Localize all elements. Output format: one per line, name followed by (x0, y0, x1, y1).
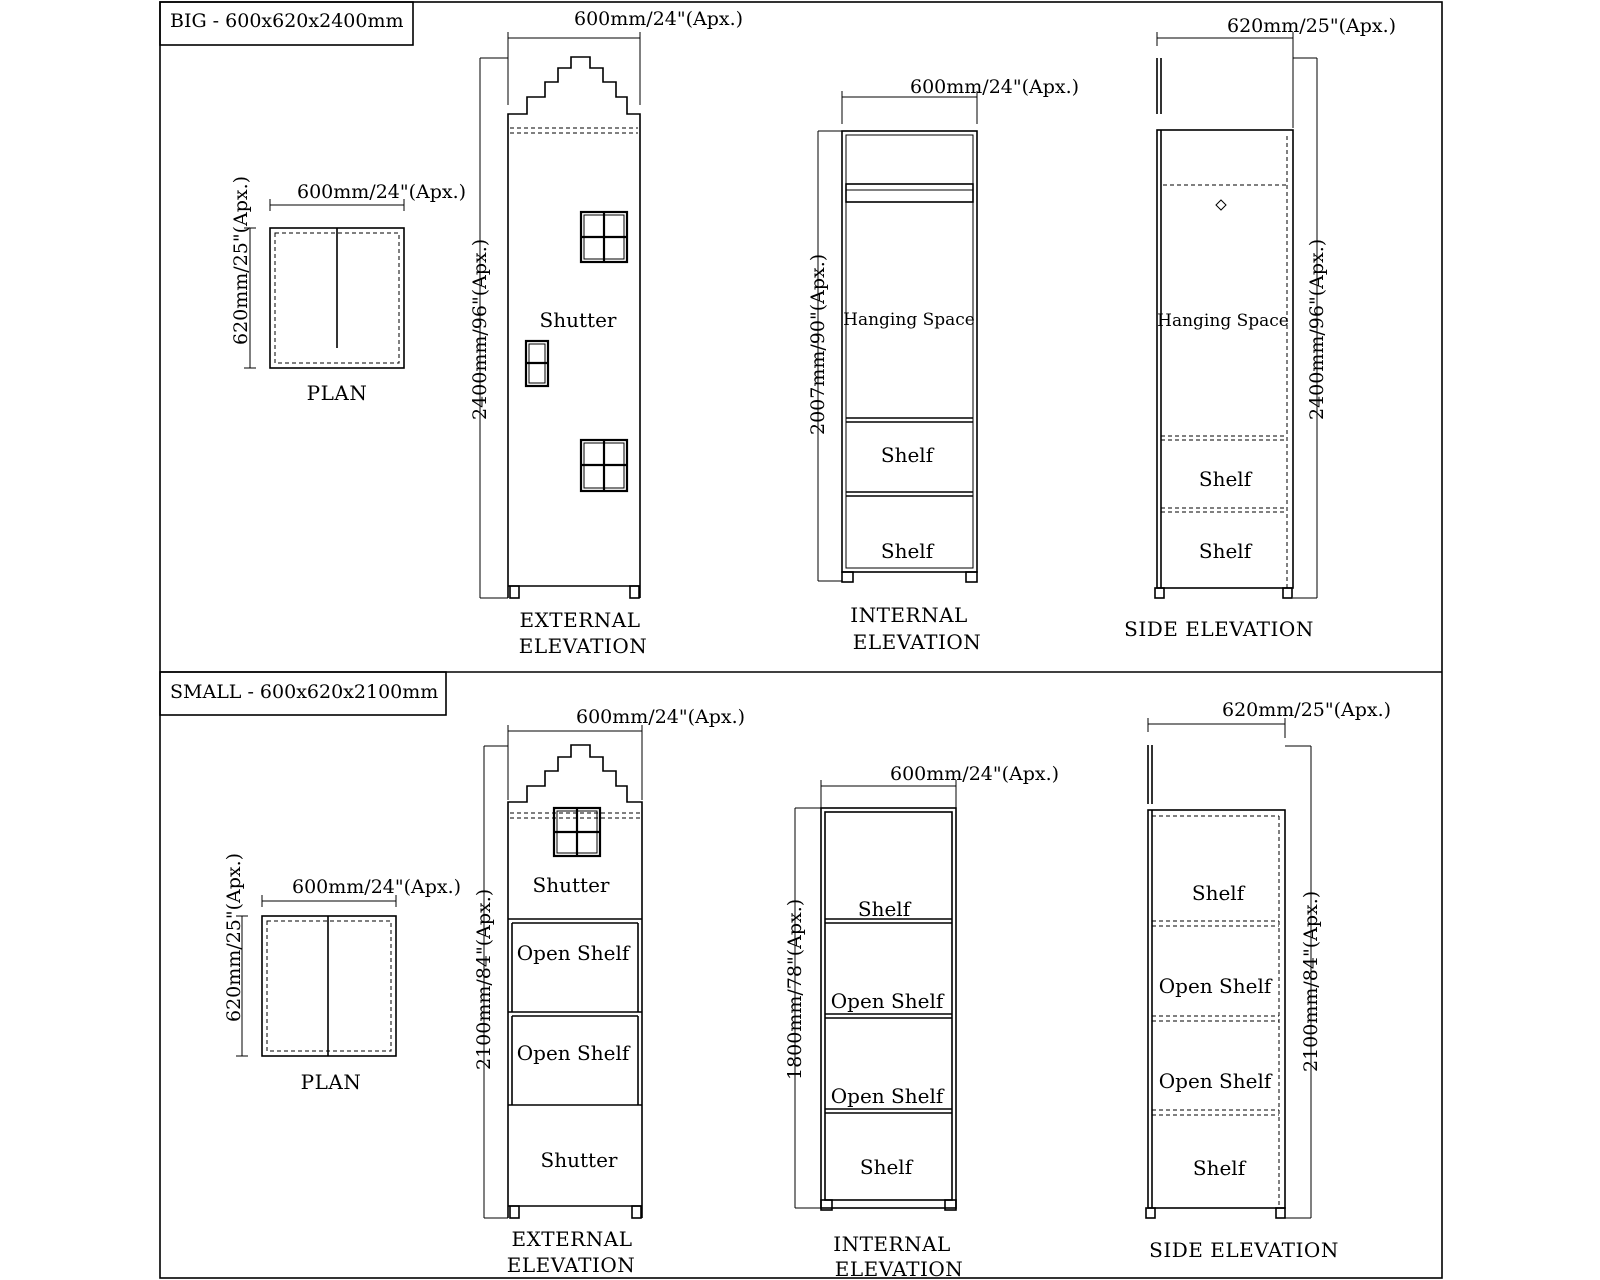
small-internal-label-2: Open Shelf (830, 989, 944, 1013)
small-external-label-4: Shutter (540, 1148, 618, 1172)
big-side-elevation (1124, 15, 1396, 641)
small-plan (223, 853, 461, 1094)
small-external-width-dim: 600mm/24"(Apx.) (576, 706, 746, 728)
big-title: BIG - 600x620x2400mm (170, 10, 404, 32)
small-external-elevation (473, 706, 745, 1277)
small-side-label-2: Open Shelf (1158, 974, 1272, 998)
big-external-caption-1: EXTERNAL (519, 608, 641, 632)
big-external-caption-2: ELEVATION (518, 634, 648, 658)
small-plan-width-dim: 600mm/24"(Apx.) (292, 876, 462, 898)
small-side-label-1: Shelf (1191, 881, 1245, 905)
small-internal-label-3: Open Shelf (830, 1084, 944, 1108)
big-window-top-icon (581, 212, 627, 262)
big-plan-caption: PLAN (306, 381, 368, 405)
small-external-caption-2: ELEVATION (506, 1253, 636, 1277)
big-external-height-dim: 2400mm/96"(Apx.) (469, 238, 491, 420)
big-internal-width-dim: 600mm/24"(Apx.) (910, 76, 1080, 98)
small-internal-elevation (784, 763, 1059, 1280)
small-internal-label-4: Shelf (859, 1155, 913, 1179)
big-external-width-dim: 600mm/24"(Apx.) (574, 8, 744, 30)
big-window-small-icon (526, 341, 548, 386)
small-title: SMALL - 600x620x2100mm (170, 681, 439, 703)
small-external-label-1: Shutter (532, 873, 610, 897)
small-plan-depth-dim: 620mm/25"(Apx.) (223, 852, 245, 1022)
small-internal-caption-1: INTERNAL (833, 1232, 951, 1256)
small-internal-height-dim: 1800mm/78"(Apx.) (784, 898, 806, 1080)
big-side-shelf2-label: Shelf (1198, 539, 1252, 563)
small-side-width-dim: 620mm/25"(Apx.) (1222, 699, 1392, 721)
big-side-height-dim: 2400mm/96"(Apx.) (1306, 238, 1328, 420)
big-plan-width-dim: 600mm/24"(Apx.) (297, 181, 467, 203)
big-plan-depth-dim: 620mm/25"(Apx.) (230, 175, 252, 345)
small-external-label-2: Open Shelf (516, 941, 630, 965)
small-internal-label-1: Shelf (857, 897, 911, 921)
big-external-elevation (469, 8, 743, 658)
big-internal-shelf2-label: Shelf (880, 539, 934, 563)
big-internal-elevation (807, 76, 1079, 654)
big-window-bottom-icon (581, 440, 627, 491)
small-section (160, 672, 1391, 1280)
small-internal-caption-2: ELEVATION (834, 1257, 964, 1280)
big-internal-hanging-label: Hanging Space (843, 310, 975, 330)
big-side-shelf1-label: Shelf (1198, 467, 1252, 491)
big-external-shutter-label: Shutter (539, 308, 617, 332)
big-internal-height-dim: 2007mm/90"(Apx.) (807, 253, 829, 435)
big-section (160, 2, 1396, 658)
big-side-caption: SIDE ELEVATION (1124, 617, 1314, 641)
big-internal-shelf1-label: Shelf (880, 443, 934, 467)
big-side-hanging-label: Hanging Space (1157, 311, 1289, 331)
small-external-label-3: Open Shelf (516, 1041, 630, 1065)
big-internal-caption-2: ELEVATION (852, 630, 982, 654)
small-external-height-dim: 2100mm/84"(Apx.) (473, 888, 495, 1070)
small-side-caption: SIDE ELEVATION (1149, 1238, 1339, 1262)
small-external-caption-1: EXTERNAL (511, 1227, 633, 1251)
big-side-width-dim: 620mm/25"(Apx.) (1227, 15, 1397, 37)
big-plan (230, 176, 466, 405)
big-internal-caption-1: INTERNAL (850, 603, 968, 627)
small-side-height-dim: 2100mm/84"(Apx.) (1300, 890, 1322, 1072)
big-side-rod-icon (1216, 200, 1226, 210)
small-internal-width-dim: 600mm/24"(Apx.) (890, 763, 1060, 785)
small-plan-caption: PLAN (300, 1070, 362, 1094)
small-window-icon (554, 808, 600, 856)
small-side-label-3: Open Shelf (1158, 1069, 1272, 1093)
small-side-elevation (1146, 699, 1391, 1262)
small-side-label-4: Shelf (1192, 1156, 1246, 1180)
